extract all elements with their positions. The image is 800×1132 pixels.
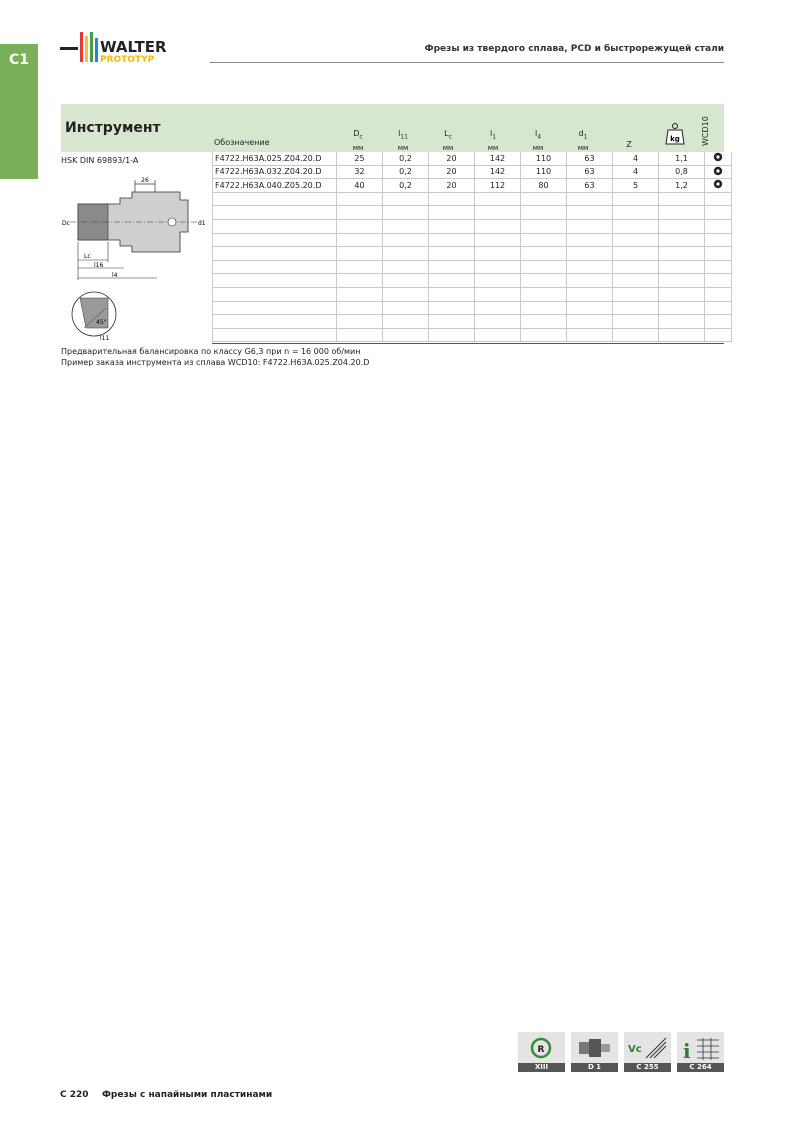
empty-cell [429,260,475,274]
empty-cell [213,233,337,247]
rotation-icon [518,1032,565,1063]
header-divider [210,62,724,63]
value-cell: 1,1 [659,152,705,165]
table-row [213,274,732,288]
value-cell: 4 [613,152,659,165]
page-number: C 220 [60,1090,89,1100]
value-cell: 112 [475,179,521,193]
empty-cell [567,315,613,329]
empty-cell [705,247,732,261]
dim-lc-label: Lc [84,253,91,260]
value-cell: 4 [613,165,659,179]
empty-cell [705,287,732,301]
empty-cell [429,301,475,315]
angle-label: 45° [96,319,107,326]
empty-cell [613,233,659,247]
dim-l11-label: l11 [100,335,110,342]
value-cell: 20 [429,179,475,193]
empty-cell [383,315,429,329]
value-cell: 80 [521,179,567,193]
info-icon [677,1032,724,1063]
dim-26-label: 26 [141,177,149,184]
empty-cell [337,287,383,301]
dim-d1-label: d1 [198,220,206,227]
empty-cell [429,274,475,288]
tool-drawing [60,172,210,344]
empty-cell [521,247,567,261]
empty-cell [337,301,383,315]
col-z: Z [626,140,632,149]
empty-cell [705,206,732,220]
empty-cell [337,219,383,233]
empty-cell [613,206,659,220]
section-tab [0,44,38,179]
empty-cell [659,260,705,274]
empty-cell [521,192,567,206]
footer-icon-cutting-data[interactable] [624,1032,671,1072]
table-row [213,247,732,261]
empty-cell [659,301,705,315]
footer-icon-caption: C 264 [677,1063,724,1072]
empty-cell [475,233,521,247]
value-cell: 142 [475,165,521,179]
cutting-data-icon [624,1032,671,1063]
designation-cell: F4722.H63A.040.Z05.20.D [213,179,337,193]
empty-cell [429,315,475,329]
value-cell: 0,8 [659,165,705,179]
empty-cell [383,247,429,261]
empty-cell [429,206,475,220]
footer-icon-rotation[interactable] [518,1032,565,1072]
empty-cell [521,233,567,247]
footer-icon-adapter[interactable] [571,1032,618,1072]
empty-cell [475,260,521,274]
grade-availability-icon [705,165,732,179]
svg-text:i: i [683,1039,691,1063]
empty-cell [659,247,705,261]
empty-cell [213,247,337,261]
empty-cell [337,233,383,247]
empty-cell [475,206,521,220]
note-balancing: Предварительная балансировка по классу G6,3 при n = 16 000 об/мин [61,347,361,356]
empty-cell [659,274,705,288]
value-cell: 63 [567,152,613,165]
table-row [213,219,732,233]
adapter-icon [571,1032,618,1063]
value-cell: 0,2 [383,165,429,179]
empty-cell [705,219,732,233]
empty-cell [475,328,521,342]
empty-cell [705,260,732,274]
empty-cell [521,328,567,342]
empty-cell [213,328,337,342]
col-dc: $D_c$ мм [352,129,364,152]
empty-cell [383,233,429,247]
empty-cell [213,260,337,274]
value-cell: 1,2 [659,179,705,193]
empty-cell [567,192,613,206]
value-cell: 110 [521,152,567,165]
col-d1: $d_1$ мм [577,129,589,152]
empty-cell [613,315,659,329]
empty-cell [429,233,475,247]
empty-cell [659,287,705,301]
empty-cell [613,287,659,301]
svg-text:R: R [537,1045,545,1055]
table-row [213,206,732,220]
empty-cell [659,315,705,329]
svg-text:Vc: Vc [628,1044,642,1055]
empty-cell [213,301,337,315]
empty-cell [567,301,613,315]
empty-cell [429,192,475,206]
empty-cell [613,247,659,261]
empty-cell [337,206,383,220]
empty-cell [383,301,429,315]
empty-cell [613,219,659,233]
empty-cell [613,301,659,315]
empty-cell [429,247,475,261]
empty-cell [705,192,732,206]
grade-availability-icon [705,152,732,165]
dim-l16-label: l16 [94,262,104,269]
value-cell: 142 [475,152,521,165]
empty-cell [213,206,337,220]
empty-cell [475,287,521,301]
weight-unit: kg [670,135,680,143]
value-cell: 20 [429,165,475,179]
empty-cell [429,219,475,233]
logo-sub: PROTOTYP [100,55,155,65]
footer-icon-caption: C 255 [624,1063,671,1072]
table-row [213,301,732,315]
empty-cell [337,315,383,329]
empty-cell [337,192,383,206]
empty-cell [521,274,567,288]
empty-cell [337,274,383,288]
empty-cell [521,315,567,329]
section-tab-label: C1 [8,52,29,68]
empty-cell [383,274,429,288]
standard-label: HSK DIN 69893/1-A [61,156,139,165]
empty-cell [337,247,383,261]
empty-cell [521,206,567,220]
footer-icon-info[interactable] [677,1032,724,1072]
table-title: Инструмент [65,120,161,136]
empty-cell [337,328,383,342]
dim-l4-label: l4 [112,272,118,279]
empty-cell [567,206,613,220]
empty-cell [567,233,613,247]
empty-cell [705,328,732,342]
empty-cell [705,274,732,288]
table-row [213,233,732,247]
designation-label: Обозначение [214,138,270,147]
empty-cell [659,206,705,220]
empty-cell [213,315,337,329]
designation-cell: F4722.H63A.032.Z04.20.D [213,165,337,179]
table-row [213,260,732,274]
empty-cell [659,192,705,206]
dim-dc-label: Dc [62,220,70,227]
table-bottom-rule [212,343,724,344]
value-cell: 20 [429,152,475,165]
note-order-example: Пример заказа инструмента из сплава WCD10: F4722.H63A.025.Z04.20.D [61,358,370,367]
empty-cell [521,260,567,274]
value-cell: 63 [567,165,613,179]
empty-cell [213,274,337,288]
empty-cell [475,219,521,233]
empty-cell [567,260,613,274]
empty-cell [213,192,337,206]
empty-cell [383,206,429,220]
table-row [213,192,732,206]
empty-cell [521,287,567,301]
designation-cell: F4722.H63A.025.Z04.20.D [213,152,337,165]
value-cell: 32 [337,165,383,179]
table-row [213,315,732,329]
empty-cell [659,328,705,342]
empty-cell [613,260,659,274]
empty-cell [475,274,521,288]
empty-cell [567,274,613,288]
table-row [213,152,732,165]
empty-cell [567,219,613,233]
empty-cell [383,260,429,274]
table-row [213,328,732,342]
empty-cell [337,260,383,274]
empty-cell [475,315,521,329]
empty-cell [383,192,429,206]
table-row [213,165,732,179]
value-cell: 40 [337,179,383,193]
empty-cell [567,328,613,342]
value-cell: 0,2 [383,179,429,193]
table-row [213,179,732,193]
value-cell: 110 [521,165,567,179]
col-l4: $l_4$ мм [532,129,544,152]
empty-cell [705,233,732,247]
empty-cell [213,287,337,301]
empty-cell [475,301,521,315]
col-lc: $L_c$ мм [442,129,454,152]
value-cell: 0,2 [383,152,429,165]
empty-cell [521,301,567,315]
empty-cell [521,219,567,233]
empty-cell [567,247,613,261]
empty-cell [613,192,659,206]
empty-cell [705,315,732,329]
footer-title: Фрезы с напайными пластинами [102,1090,273,1100]
empty-cell [705,301,732,315]
footer-icon-caption: XIII [518,1063,565,1072]
empty-cell [567,287,613,301]
empty-cell [475,247,521,261]
value-cell: 5 [613,179,659,193]
product-table [212,152,732,342]
value-cell: 25 [337,152,383,165]
footer-icon-caption: D 1 [571,1063,618,1072]
empty-cell [429,287,475,301]
empty-cell [659,233,705,247]
empty-cell [383,219,429,233]
grade-label: WCD10 [701,116,710,146]
col-l1: $l_1$ мм [487,129,499,152]
empty-cell [383,328,429,342]
grade-availability-icon [705,179,732,193]
value-cell: 63 [567,179,613,193]
header-title: Фрезы из твердого сплава, PCD и быстрорежущей стали [424,44,724,54]
col-l11: $l_{11}$ мм [397,129,409,152]
empty-cell [429,328,475,342]
table-row [213,287,732,301]
weight-icon [665,122,685,146]
empty-cell [383,287,429,301]
logo-brand: WALTER [100,38,167,56]
walter-logo [60,28,200,70]
empty-cell [613,328,659,342]
empty-cell [613,274,659,288]
empty-cell [659,219,705,233]
empty-cell [475,192,521,206]
empty-cell [213,219,337,233]
